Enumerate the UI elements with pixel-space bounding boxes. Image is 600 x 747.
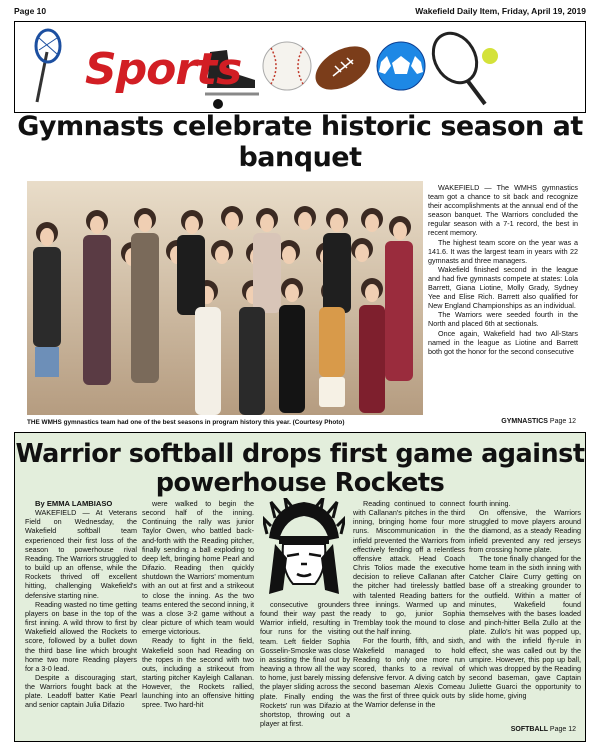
page-header (14, 6, 586, 18)
page-number: Page 10 (14, 6, 47, 16)
byline: By EMMA LAMBIASO (35, 499, 113, 508)
article1-paragraph: The Warriors were seeded fourth in the North and placed 6th at sectionals. (428, 310, 578, 329)
paper-date: Wakefield Daily Item, Friday, April 19, 2019 (415, 6, 586, 16)
team-photo-image (27, 181, 423, 415)
article1-paragraph: The highest team score on the year was a 141.6. It was the largest team in years with 22 gymnasts and three managers. (428, 237, 578, 265)
article2-paragraph: fourth inning. (469, 499, 511, 508)
sports-banner (14, 21, 586, 113)
article2-paragraph: Reading continued to connect with Callanan's pitches in the third inning, bringing home four more runs. Miscommunication in the infield prevented the Warriors from effectively fending off a relentless offensive attack. Head Coach Chris Tolios made the executive decision to relieve Callanan after the pitcher had tirelessly battled with talented Reading batters for three innings. Warmed up and ready to go, junior Sophia Tremblay took the mound to close out the half inning. (353, 499, 465, 637)
team-photo (27, 181, 423, 415)
article2-paragraph: Reading wasted no time getting players on base in the top of the first inning. A wild throw to first by Wakefield allowed the Rockets to score, followed by a bullet down the third base line which brought home two more Reading players for a 3-0 lead. (25, 599, 137, 673)
jump-label: SOFTBALL (510, 726, 548, 733)
photo-caption: THE WMHS gymnastics team had one of the best seasons in program history this year. (Courtesy Photo) (27, 419, 345, 426)
headdress-icon (263, 498, 345, 594)
article2-paragraph: Despite a discouraging start, the Warriors fought back at the plate. Leadoff batter Katie Pearl and senior captain Julia Difazio (25, 672, 137, 710)
article2-paragraph: For the fourth, fifth, and sixth, Wakefield managed to hold Reading to only one more run scored, thanks to a revival of defensive fervor. A diving catch by second baseman Alexis Comeau was the first of three quick outs by the Warrior defense in the (353, 636, 465, 710)
jump-page: Page 12 (549, 726, 576, 733)
article2-paragraph: WAKEFIELD — At Veterans Field on Wednesday, the Wakefield softball team experienced their first loss of the season to powerhouse rival Reading. The Warriors struggled to to build up an offense, while the Rockets thrived off excellent hitting, challenging Wakefield's defensive starting nine. (25, 508, 137, 600)
warrior-head-logo (263, 498, 345, 598)
tennis-racket-icon (425, 25, 498, 104)
football-icon (308, 37, 378, 98)
article1-headline: Gymnasts celebrate historic season at banquet (17, 111, 583, 173)
sports-title: Sports (85, 44, 242, 95)
article1-body (428, 183, 578, 356)
article2-column-5 (469, 499, 581, 700)
article1-paragraph: WAKEFIELD — The WMHS gymnastics team got a chance to sit back and recognize their accomplishments at the annual end of the season banquet. The Warriors concluded the regular season with a 7-1 record, the best in recent memory. (428, 183, 578, 238)
jump-label: GYMNASTICS (501, 418, 548, 425)
article2-column-3 (260, 600, 350, 728)
jump-page: Page 12 (549, 418, 576, 425)
baseball-icon (263, 42, 311, 90)
article2-paragraph: consecutive grounders found their way past the Warrior infield, resulting in four runs for the visiting team. Left fielder Sophia Gosselin-Smoske was close in assisting the final out by heaving a throw all the way to home, just barely missing the player sliding across the plate. Finally ending the Rockets' run was Difazio at shortstop, throwing out a player at first. (260, 600, 350, 729)
article2-paragraph: The tone finally changed for the home team in the sixth inning with Catcher Claire Curry getting on base off a streaking grounder to the outfield. Within a matter of minutes, Wakefield found themselves with the bases loaded and pinch-hitter Bella Zullo at the plate. Zullo's hit was popped up, and with the infield fly-rule in effect, she was called out by the umpire. However, this pop up ball, which was dropped by the Reading second baseman, gave Captain Juliette Guarci the opportunity to slide home, giving (469, 553, 581, 701)
article2-paragraph: were walked to begin the second half of the inning. Continuing the rally was junior Taylor Owen, who battled back-and-forth with the Reading pitcher, finally sending a ball exploding to deep left, bringing home Pearl and Difazio. Reading then quickly shutdown the Warriors' momentum with an out at first and a strikeout to close the inning. As the two teams entered the second inning, it was a close 3-2 game without a clear picture of which team would emerge victorious. (142, 499, 254, 637)
article2-column-4 (353, 499, 465, 710)
gymnastics-jump[interactable] (501, 418, 576, 425)
lacrosse-stick-icon (36, 30, 60, 102)
article2-column-1 (25, 499, 137, 710)
article2-paragraph: On offensive, the Warriors struggled to move players around the diamond, as a steady Reading infield prevented any red jerseys from crossing home plate. (469, 508, 581, 554)
article1-paragraph: Once again, Wakefield had two All-Stars named in the league as Liotine and Barrett both got the honor for the second consecutive (428, 328, 578, 356)
article2-column-2 (142, 499, 254, 710)
softball-jump[interactable] (511, 726, 576, 733)
article1-paragraph: Wakefield finished second in the league and had five gymnasts compete at states: Lola Barrett, Giana Liotine, Molly Grady, Sydney Yee and Elise Rich. Barrett also qualified for New England Championships as an individual. (428, 264, 578, 311)
article2-headline: Warrior softball drops first game against powerhouse Rockets (15, 439, 585, 498)
soccer-ball-icon (377, 42, 425, 90)
article2-paragraph: Ready to fight in the field, Wakefield soon had Reading on the ropes in the second with two outs, including a strikeout from starting pitcher Kayleigh Callanan. However, the Rockets rallied, launching into an offensive hitting spree. Two hard-hit (142, 636, 254, 710)
